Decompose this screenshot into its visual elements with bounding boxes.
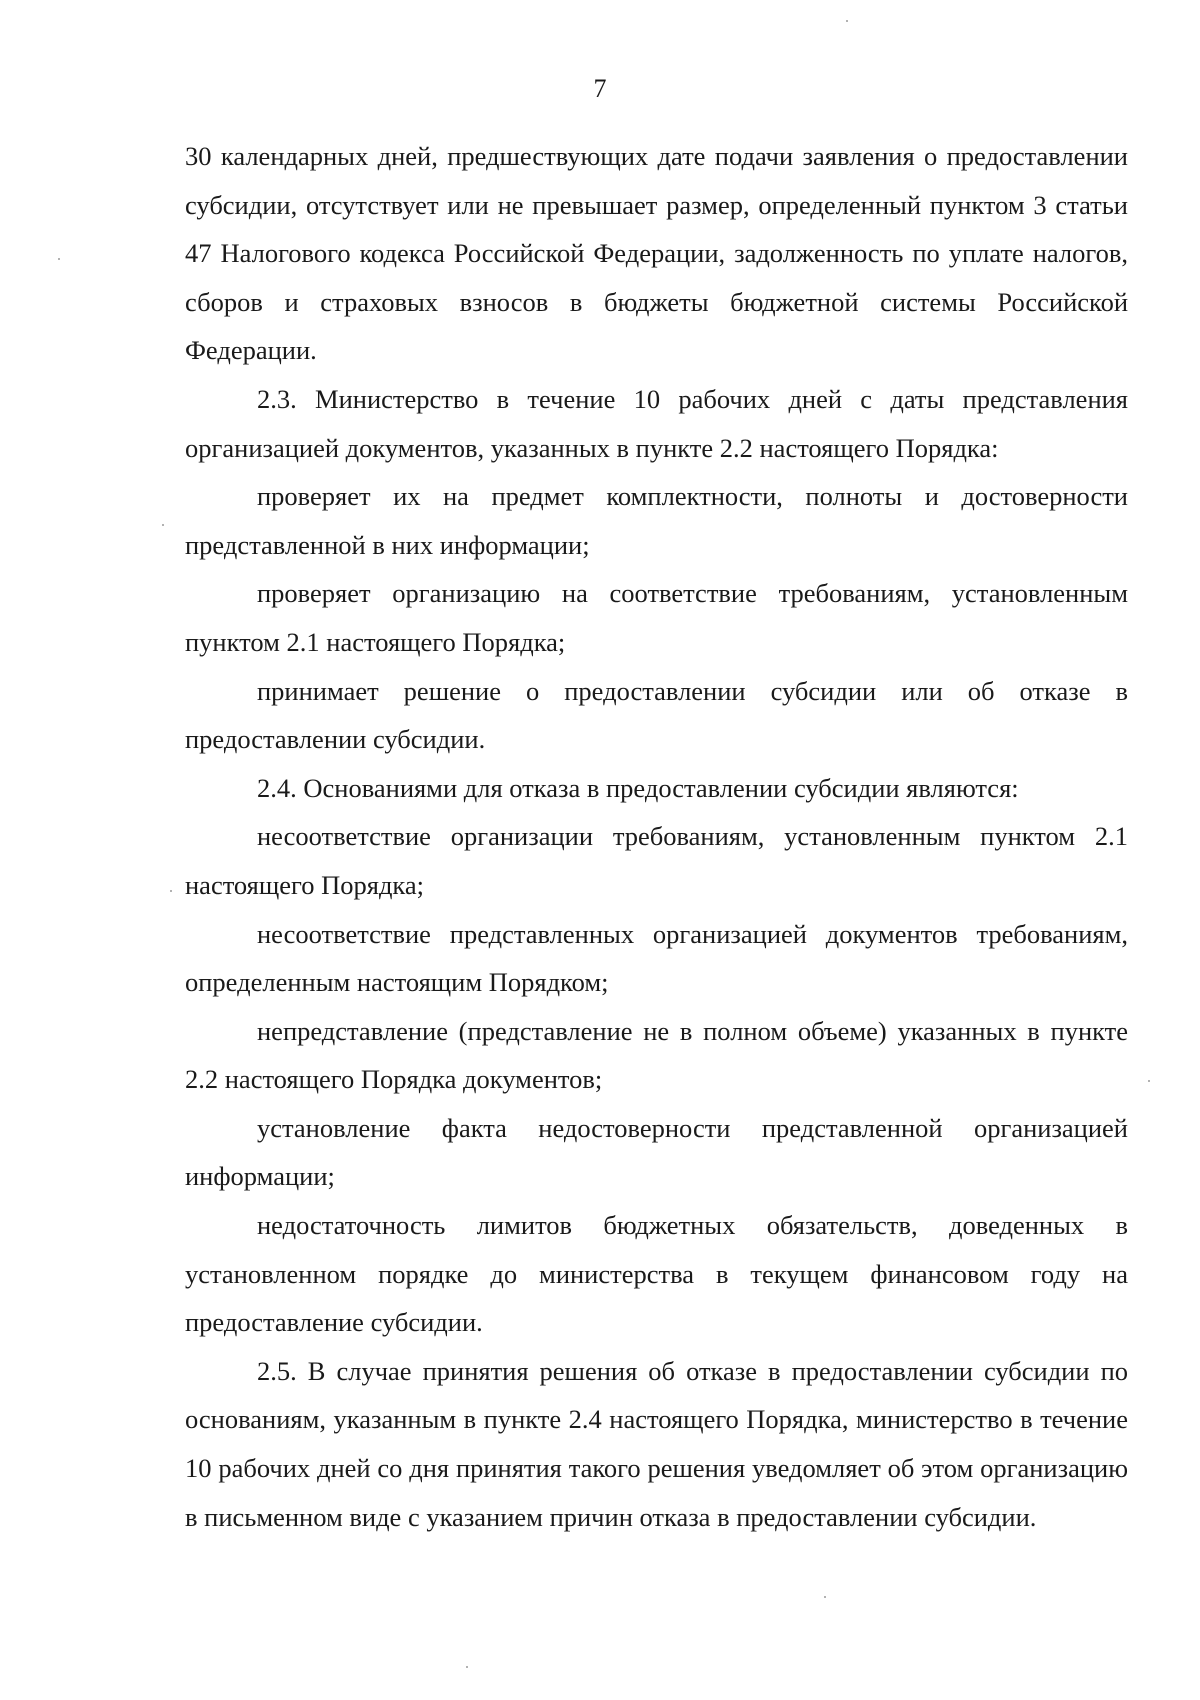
paragraph-2-3-item-1: проверяет их на предмет комплектности, полноты и достоверности представленной в них информации; [185, 481, 1128, 560]
paragraph-2-4-item-2: несоответствие представленных организацией документов требованиям, определенным настоящим Порядком; [185, 918, 1128, 998]
paragraph-2-5: 2.5. В случае принятия решения об отказе в предоставлении субсидии по основаниям, указанным в пункте 2.4 настоящего Порядка, министерство в течение 10 рабочих дней со дня принятия такого решения уведомляет об этом организацию в письменном виде с указанием причин отказа в предоставлении субсидии. [185, 1355, 1128, 1532]
paragraph-2-4-item-3: непредставление (представление не в полном объеме) указанных в пункте 2.2 настоящего Порядка документов; [185, 1015, 1128, 1095]
paragraph-continuation: 30 календарных дней, предшествующих дате подачи заявления о предоставлении субсидии, отсутствует или не превышает размер, определенный пунктом 3 статьи 47 Налогового кодекса Российской Федерации, задолженность по уплате налогов, сборов и страховых взносов в бюджеты бюджетной системы Российской Федерации. [185, 141, 1128, 366]
paragraph-2-4: 2.4. Основаниями для отказа в предоставлении субсидии являются: [257, 772, 1019, 803]
document-body [185, 132, 1128, 1541]
paragraph-2-4-item-1: несоответствие организации требованиям, установленным пунктом 2.1 настоящего Порядка; [185, 821, 1128, 900]
paragraph-2-3-item-2: проверяет организацию на соответствие требованиям, установленным пунктом 2.1 настоящего Порядка; [185, 578, 1128, 657]
paragraph-2-3: 2.3. Министерство в течение 10 рабочих дней с даты представления организацией документов, указанных в пункте 2.2 настоящего Порядка: [185, 383, 1128, 463]
scan-speck [58, 258, 60, 260]
paragraph-2-4-item-5: недостаточность лимитов бюджетных обязательств, доведенных в установленном порядке до министерства в текущем финансовом году на предоставление субсидии. [185, 1210, 1128, 1338]
scan-speck [170, 890, 172, 892]
scan-speck [1148, 1080, 1150, 1082]
paragraph-2-3-item-3: принимает решение о предоставлении субсидии или об отказе в предоставлении субсидии. [185, 675, 1128, 755]
scan-speck [162, 524, 164, 526]
scan-speck [846, 20, 848, 22]
paragraph-2-4-item-4: установление факта недостоверности представленной организацией информации; [185, 1112, 1128, 1192]
page-number: 7 [593, 74, 607, 103]
scan-speck [466, 1666, 468, 1668]
scan-speck [824, 1596, 826, 1598]
